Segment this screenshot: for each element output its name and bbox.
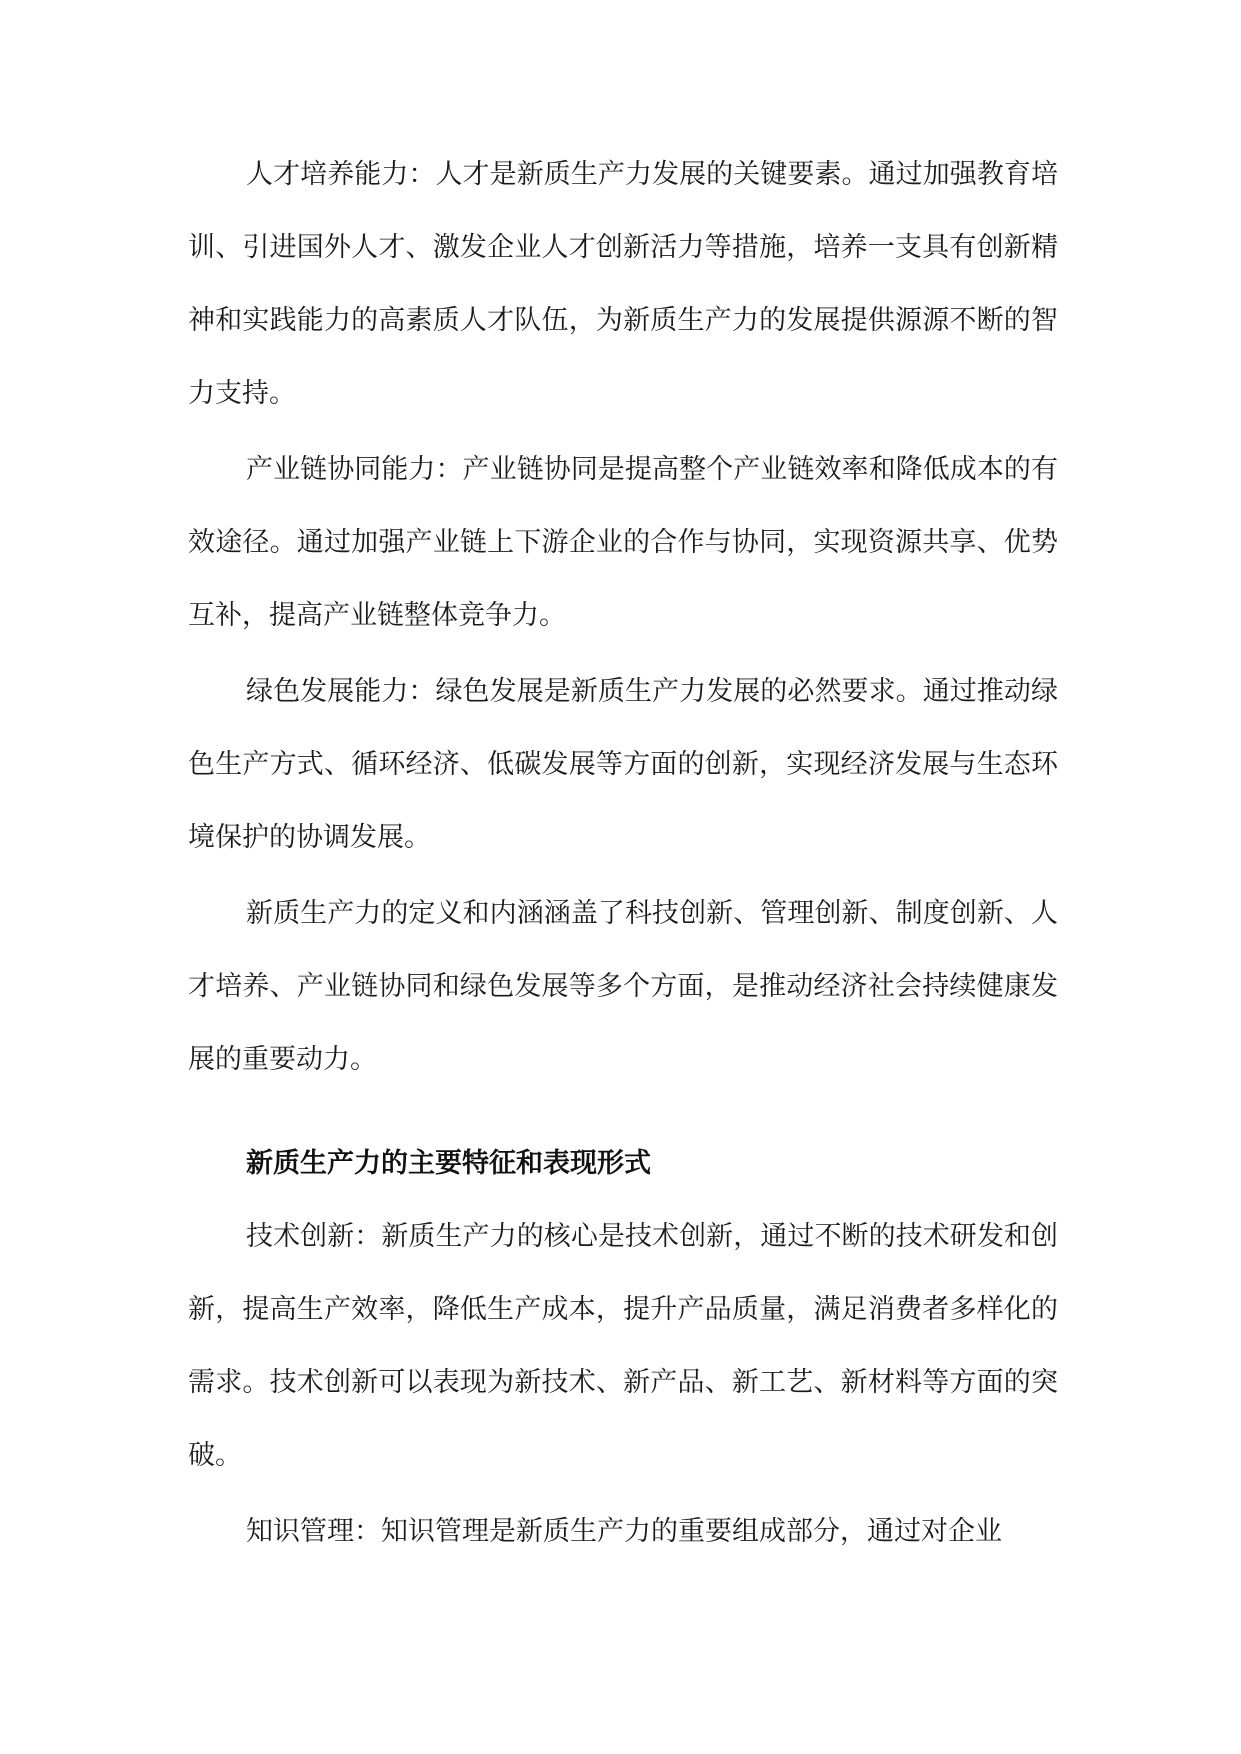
paragraph-technology-innovation: 技术创新：新质生产力的核心是技术创新，通过不断的技术研发和创新，提高生产效率，降低生产成本，提升产品质量，满足消费者多样化的需求。技术创新可以表现为新技术、新产品、新工艺、新材料等方面的突破。 — [188, 1221, 1058, 1471]
document-body — [188, 138, 1058, 1571]
paragraph-green-development: 绿色发展能力：绿色发展是新质生产力发展的必然要求。通过推动绿色生产方式、循环经济、低碳发展等方面的创新，实现经济发展与生态环境保护的协调发展。 — [188, 676, 1058, 853]
paragraph-definition-summary: 新质生产力的定义和内涵涵盖了科技创新、管理创新、制度创新、人才培养、产业链协同和绿色发展等多个方面，是推动经济社会持续健康发展的重要动力。 — [188, 898, 1058, 1075]
paragraph-knowledge-management: 知识管理：知识管理是新质生产力的重要组成部分，通过对企业 — [246, 1516, 1002, 1547]
paragraph-industry-chain-synergy: 产业链协同能力：产业链协同是提高整个产业链效率和降低成本的有效途径。通过加强产业链上下游企业的合作与协同，实现资源共享、优势互补，提高产业链整体竞争力。 — [188, 454, 1058, 631]
section-heading: 新质生产力的主要特征和表现形式 — [246, 1148, 651, 1179]
paragraph-talent-cultivation: 人才培养能力：人才是新质生产力发展的关键要素。通过加强教育培训、引进国外人才、激发企业人才创新活力等措施，培养一支具有创新精神和实践能力的高素质人才队伍，为新质生产力的发展提供源源不断的智力支持。 — [188, 159, 1058, 409]
